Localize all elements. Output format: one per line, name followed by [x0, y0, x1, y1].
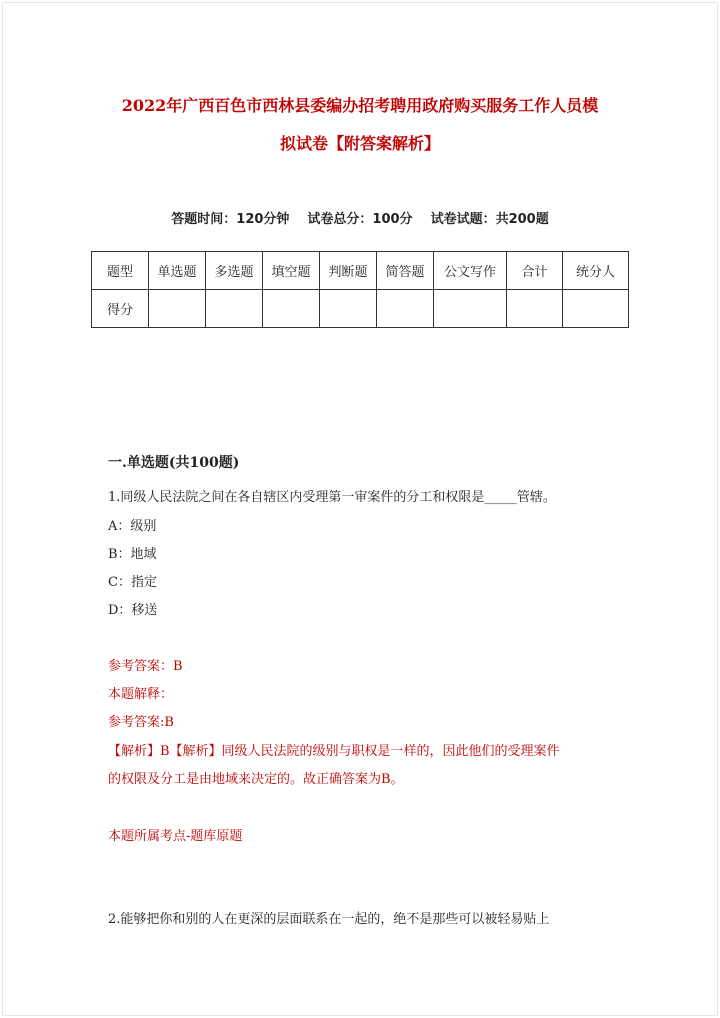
header-cell: 单选题: [149, 252, 206, 290]
page-border: [2, 2, 718, 1016]
document-title-line-2: 拟试卷【附答案解析】: [279, 134, 440, 153]
section-title: 一.单选题(共100题): [108, 455, 240, 471]
question-1-option-b: B：地域: [108, 547, 157, 562]
question-1-text: 1.同级人民法院之间在各自辖区内受理第一审案件的分工和权限是_____管辖。: [108, 490, 556, 505]
score-cell: [507, 290, 563, 328]
exam-question-count: 试卷试题：共200题: [430, 212, 549, 227]
score-cell: [206, 290, 263, 328]
exam-total-score: 试卷总分：100分: [307, 212, 413, 227]
question-1-analysis-line-2: 的权限及分工是由地域来决定的。故正确答案为B。: [108, 772, 404, 787]
exam-meta: [0, 208, 720, 227]
question-1-answer-repeat: 参考答案:B: [108, 715, 174, 730]
score-cell: [563, 290, 629, 328]
header-cell: 填空题: [263, 252, 320, 290]
header-cell: 题型: [92, 252, 149, 290]
question-1-answer: 参考答案：B: [108, 659, 183, 674]
header-cell: 公文写作: [434, 252, 507, 290]
score-cell: [434, 290, 507, 328]
header-cell: 多选题: [206, 252, 263, 290]
question-1-option-a: A：级别: [108, 519, 157, 534]
score-table-header-row: [92, 252, 629, 290]
document-title-line-1: 2022年广西百色市西林县委编办招考聘用政府购买服务工作人员模: [121, 96, 599, 115]
question-2-text: 2.能够把你和别的人在更深的层面联系在一起的，绝不是那些可以被轻易贴上: [108, 912, 550, 927]
score-table-score-row: [92, 290, 629, 328]
question-1-explanation-label: 本题解释：: [108, 687, 174, 702]
score-cell: [377, 290, 434, 328]
question-1-option-d: D：移送: [108, 603, 158, 618]
score-cell: [320, 290, 377, 328]
header-cell: 合计: [507, 252, 563, 290]
header-cell: 简答题: [377, 252, 434, 290]
score-cell: [149, 290, 206, 328]
question-1-analysis-line-1: 【解析】B【解析】同级人民法院的级别与职权是一样的，因此他们的受理案件: [108, 744, 560, 759]
score-cell: [263, 290, 320, 328]
question-1-source: 本题所属考点-题库原题: [108, 829, 243, 844]
score-table: [91, 251, 629, 328]
header-cell: 统分人: [563, 252, 629, 290]
header-cell: 判断题: [320, 252, 377, 290]
exam-time: 答题时间：120分钟: [171, 212, 290, 227]
score-row-label: 得分: [92, 290, 149, 328]
question-1-option-c: C：指定: [108, 575, 157, 590]
